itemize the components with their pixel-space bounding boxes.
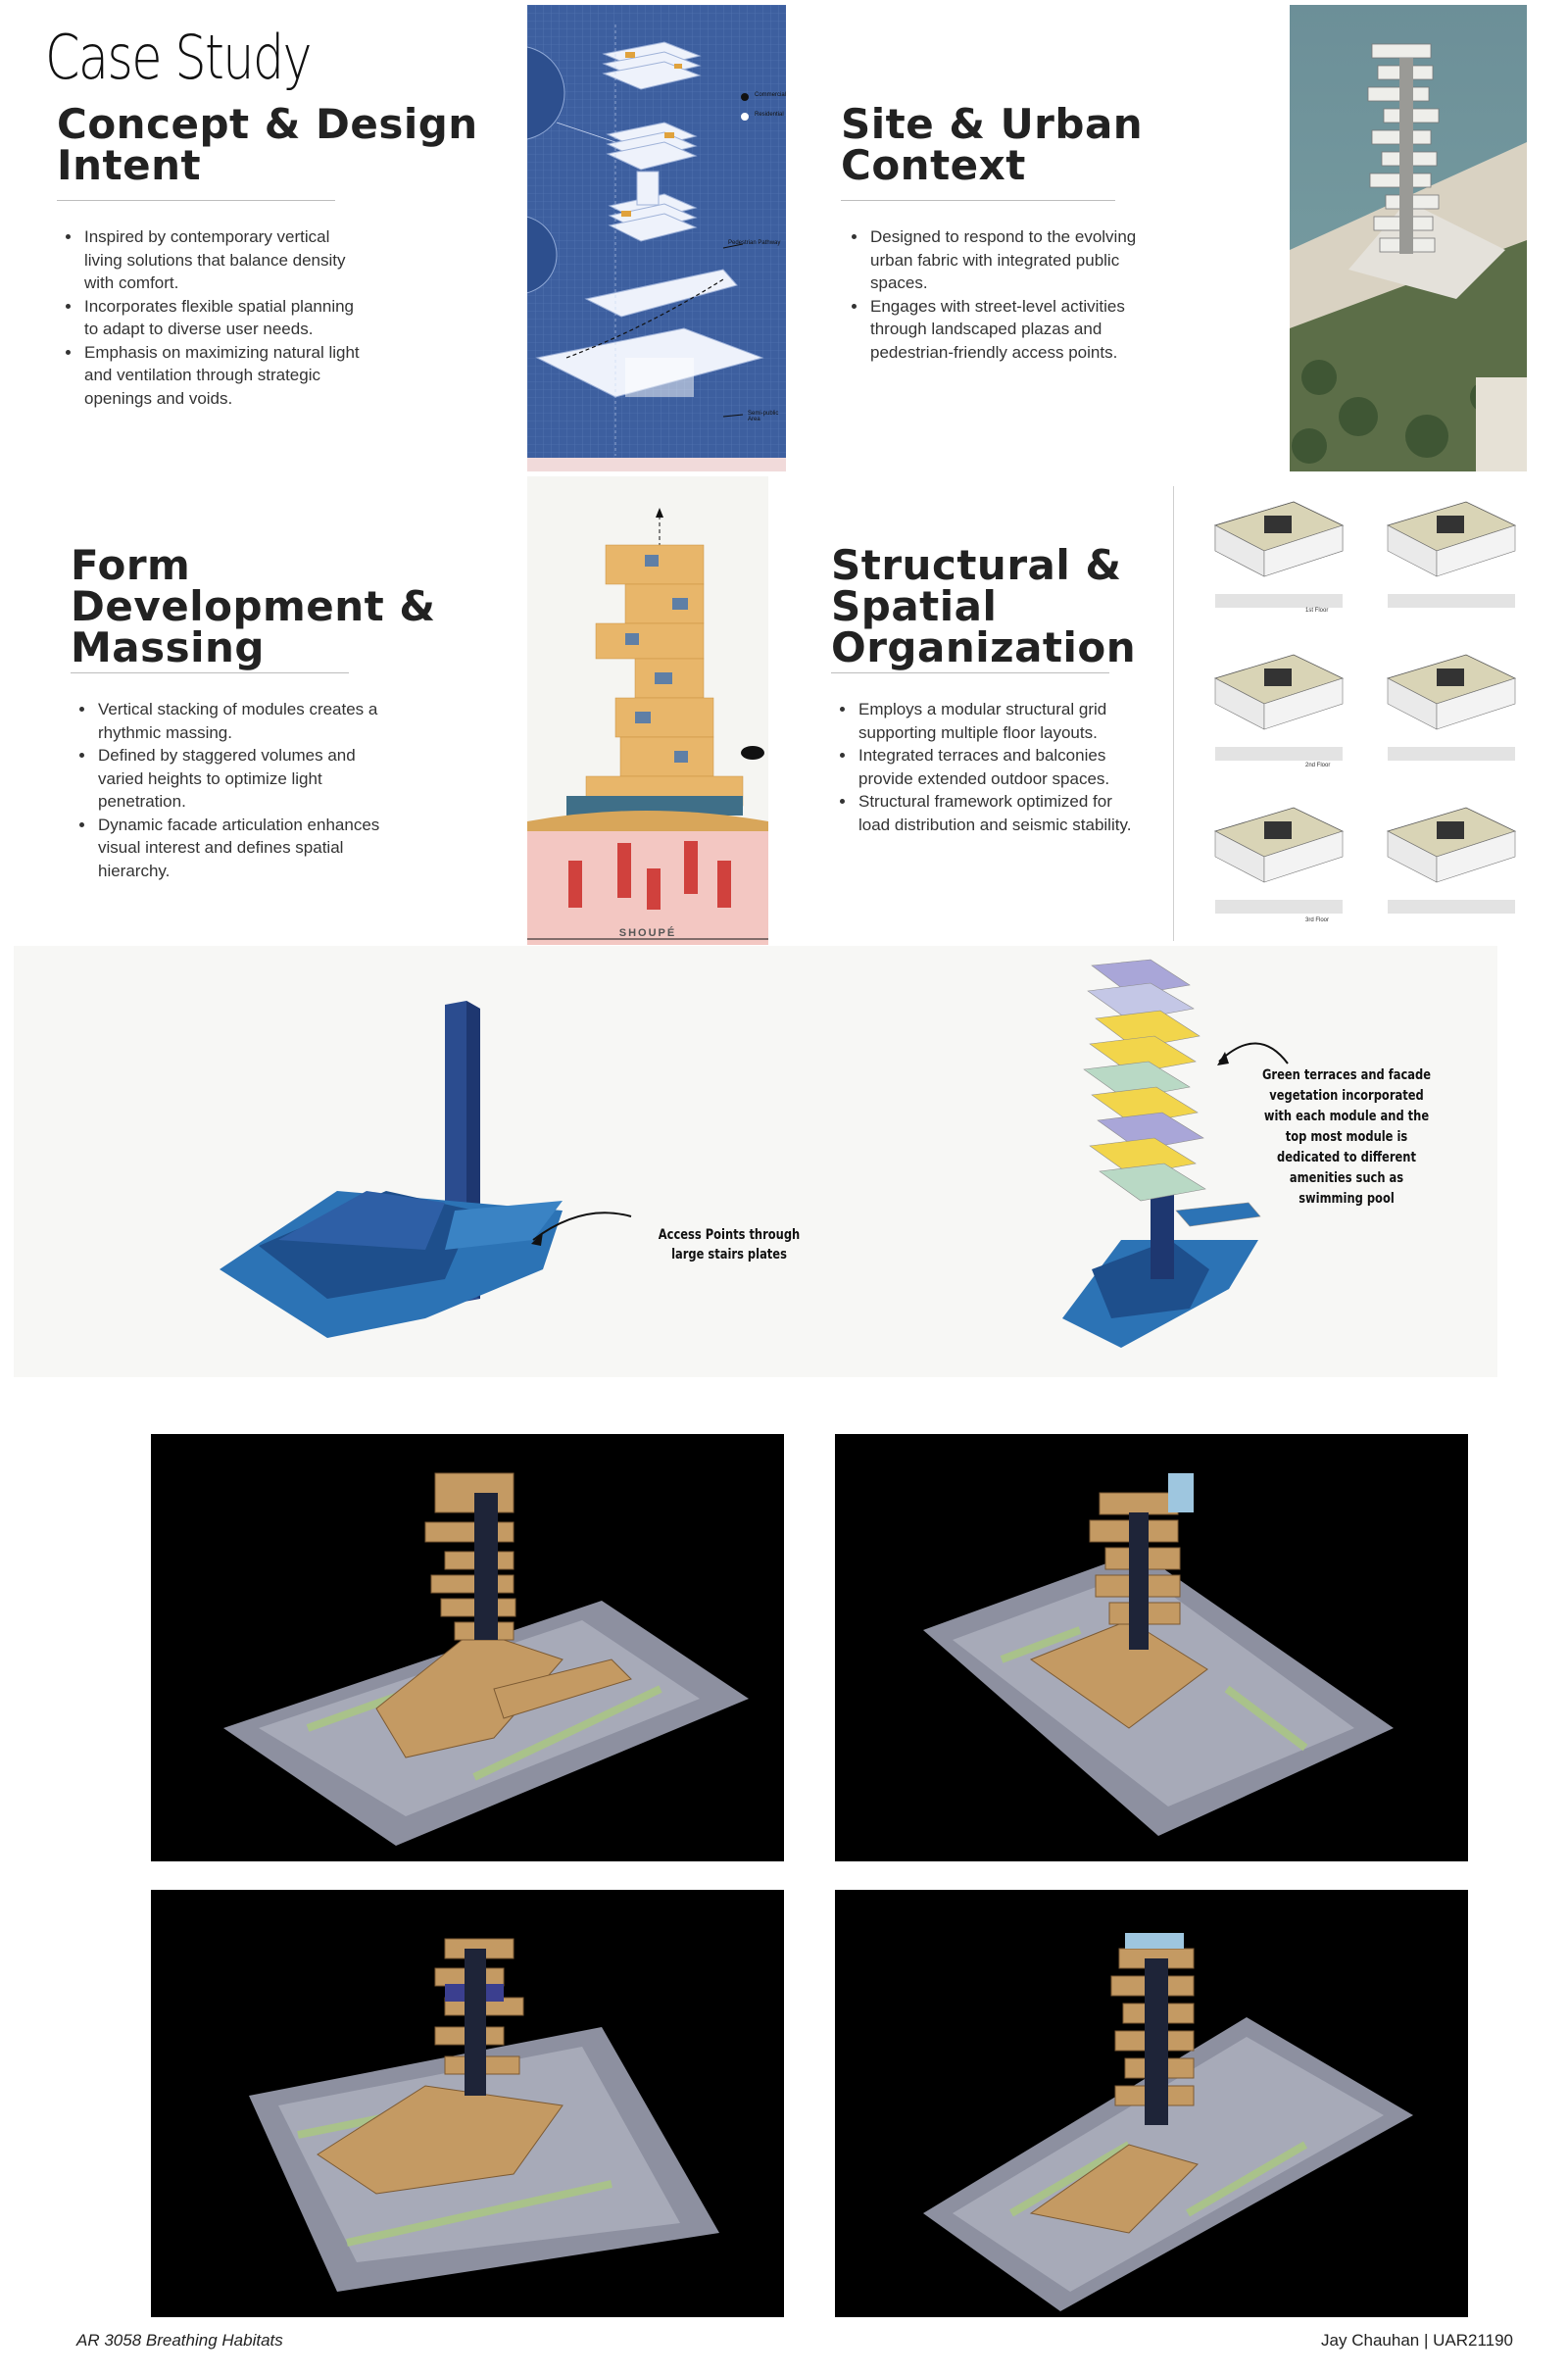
footer-course: AR 3058 Breathing Habitats	[76, 2331, 283, 2350]
concept-bullet: • Inspired by contemporary vertical living solutions that balance density with comfort.	[82, 225, 367, 295]
form-title-line-2: Development &	[71, 582, 436, 630]
floor-label-2: 2nd Floor	[1305, 763, 1331, 768]
elevation-label: SHOUPÉ	[618, 927, 677, 939]
label-semi-public: Semi-public Area	[748, 411, 779, 422]
access-points-caption	[633, 1225, 826, 1264]
structure-bullet: • Integrated terraces and balconies provide extended outdoor spaces.	[857, 744, 1141, 790]
terraces-caption-line: vegetation incorporated	[1269, 1088, 1424, 1104]
concept-divider	[57, 200, 335, 201]
site-title	[841, 100, 1144, 189]
legend-commercial: Commercial	[755, 92, 786, 98]
site-bullet: • Designed to respond to the evolving urban fabric with integrated public spaces.	[868, 225, 1143, 295]
structure-bullet: • Structural framework optimized for load distribution and seismic stability.	[857, 790, 1141, 836]
structure-title-line-3: Organization	[831, 623, 1137, 671]
floor-plans-divider	[1173, 486, 1174, 941]
footer-author: Jay Chauhan | UAR21190	[1321, 2331, 1513, 2350]
aerial-render-graphic	[1290, 5, 1527, 471]
access-caption-line: Access Points through	[658, 1227, 801, 1243]
model-photo-3-graphic	[151, 1890, 784, 2317]
page-title: Case Study	[45, 22, 311, 93]
structure-title	[831, 541, 1137, 671]
model-photo-2-graphic	[835, 1434, 1468, 1861]
structure-title-line-2: Spatial	[831, 582, 998, 630]
massing-panel	[14, 946, 1497, 1377]
floor-plans	[1186, 486, 1531, 945]
structure-bullets	[831, 698, 1141, 836]
terraces-caption-line: Green terraces and facade	[1261, 1067, 1432, 1083]
form-bullet: • Vertical stacking of modules creates a rhythmic massing.	[96, 698, 380, 744]
concept-title-line-2: Intent	[57, 141, 202, 189]
structure-divider	[831, 672, 1109, 673]
site-title-line-2: Context	[841, 141, 1026, 189]
site-divider	[841, 200, 1115, 201]
form-bullet: • Dynamic facade articulation enhances visual interest and defines spatial hierarchy.	[96, 814, 380, 883]
structure-title-line-1: Structural &	[831, 541, 1122, 589]
form-bullets	[71, 698, 380, 882]
form-title-line-3: Massing	[71, 623, 265, 671]
exploded-diagram-graphic	[527, 5, 786, 471]
model-photo-1	[151, 1434, 784, 1861]
label-pedestrian-pathway: Pedestrian Pathway	[728, 240, 781, 246]
model-photo-3	[151, 1890, 784, 2317]
green-terraces-caption	[1250, 1065, 1444, 1210]
site-bullet: • Engages with street-level activities through landscaped plazas and pedestrian-friendly access points.	[868, 295, 1143, 365]
structure-bullet: • Employs a modular structural grid supporting multiple floor layouts.	[857, 698, 1141, 744]
terraces-caption-line: swimming pool	[1298, 1191, 1395, 1207]
floor-label-1: 1st Floor	[1305, 608, 1329, 614]
concept-bullet: • Incorporates flexible spatial planning to adapt to diverse user needs.	[82, 295, 367, 341]
terraces-caption-line: top most module is	[1285, 1129, 1408, 1145]
concept-title	[57, 100, 478, 189]
terraces-caption-line: amenities such as	[1289, 1170, 1404, 1186]
model-photo-4	[835, 1890, 1468, 2317]
concept-bullets	[57, 225, 367, 410]
form-bullet: • Defined by staggered volumes and varied heights to optimize light penetration.	[96, 744, 380, 814]
site-title-line-1: Site & Urban	[841, 100, 1144, 148]
form-title-line-1: Form	[71, 541, 191, 589]
form-title	[71, 541, 436, 671]
model-photo-2	[835, 1434, 1468, 1861]
concept-bullet: • Emphasis on maximizing natural light and ventilation through strategic openings and voids.	[82, 341, 367, 411]
elevation-diagram	[527, 476, 768, 945]
floor-label-3: 3rd Floor	[1305, 917, 1330, 923]
form-divider	[71, 672, 349, 673]
model-photo-4-graphic	[835, 1890, 1468, 2317]
terraces-caption-line: dedicated to different	[1277, 1150, 1416, 1165]
exploded-diagram	[527, 5, 786, 471]
model-photo-1-graphic	[151, 1434, 784, 1861]
terraces-caption-line: with each module and the	[1263, 1109, 1430, 1124]
aerial-render	[1290, 5, 1527, 471]
floor-plans-graphic	[1186, 486, 1531, 945]
elevation-diagram-graphic	[527, 476, 768, 945]
access-caption-line: large stairs plates	[671, 1247, 787, 1262]
legend-residential: Residential	[755, 112, 784, 118]
concept-title-line-1: Concept & Design	[57, 100, 478, 148]
site-bullets	[843, 225, 1143, 364]
